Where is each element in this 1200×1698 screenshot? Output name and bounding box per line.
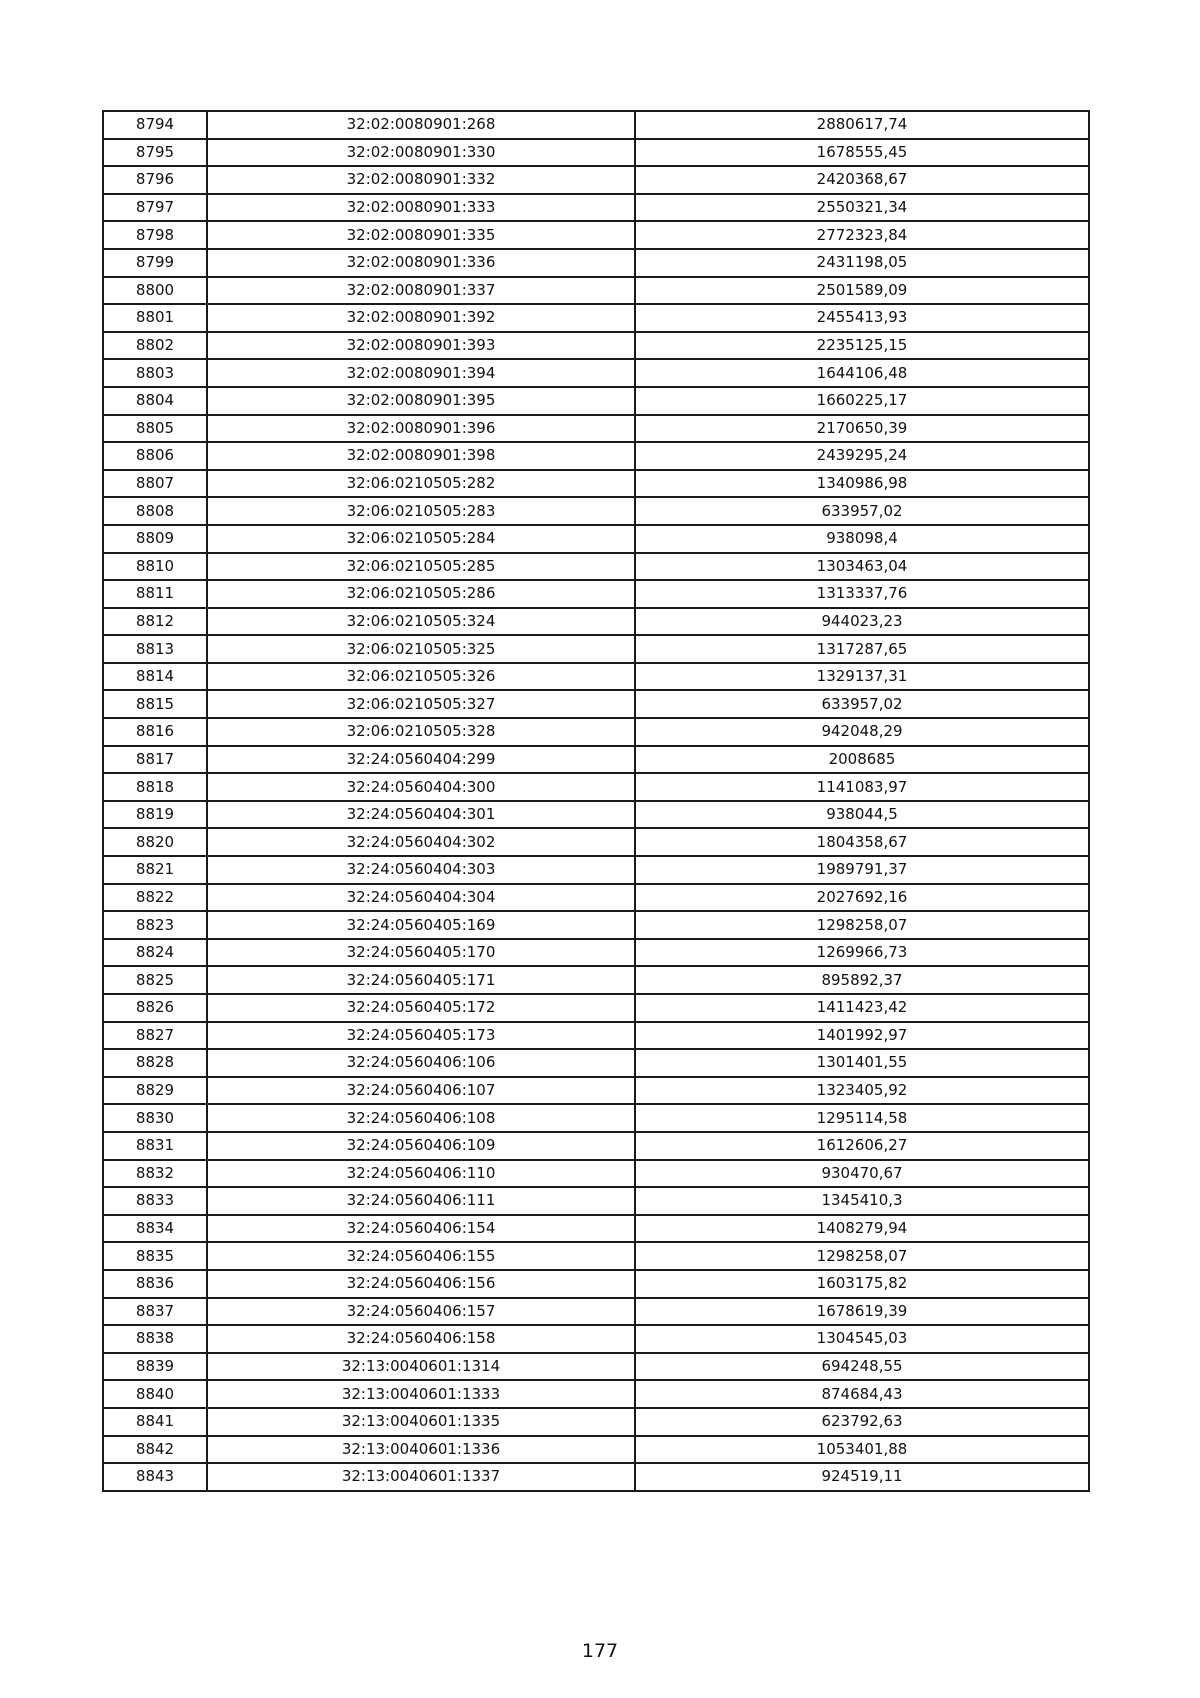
- row-number-cell: 8812: [103, 608, 207, 636]
- cadastral-number-cell: 32:24:0560405:169: [207, 911, 635, 939]
- cadastral-number-cell: 32:24:0560406:155: [207, 1242, 635, 1270]
- cadastral-value-cell: 924519,11: [635, 1463, 1089, 1491]
- table-row: [103, 139, 1089, 167]
- table-row: [103, 332, 1089, 360]
- table-row: [103, 1049, 1089, 1077]
- table-row: [103, 1325, 1089, 1353]
- cadastral-value-cell: 2431198,05: [635, 249, 1089, 277]
- cadastral-number-cell: 32:24:0560405:170: [207, 939, 635, 967]
- cadastral-number-cell: 32:13:0040601:1314: [207, 1353, 635, 1381]
- cadastral-value-cell: 1660225,17: [635, 387, 1089, 415]
- row-number-cell: 8824: [103, 939, 207, 967]
- cadastral-number-cell: 32:24:0560405:171: [207, 966, 635, 994]
- row-number-cell: 8811: [103, 580, 207, 608]
- cadastral-number-cell: 32:24:0560406:157: [207, 1298, 635, 1326]
- row-number-cell: 8828: [103, 1049, 207, 1077]
- cadastral-value-cell: 2439295,24: [635, 442, 1089, 470]
- table-row: [103, 1463, 1089, 1491]
- cadastral-number-cell: 32:24:0560406:110: [207, 1160, 635, 1188]
- table-row: [103, 608, 1089, 636]
- cadastral-value-cell: 874684,43: [635, 1380, 1089, 1408]
- row-number-cell: 8817: [103, 746, 207, 774]
- cadastral-number-cell: 32:24:0560404:300: [207, 773, 635, 801]
- cadastral-number-cell: 32:24:0560406:154: [207, 1215, 635, 1243]
- row-number-cell: 8820: [103, 828, 207, 856]
- row-number-cell: 8801: [103, 304, 207, 332]
- row-number-cell: 8794: [103, 111, 207, 139]
- table-body: [103, 111, 1089, 1491]
- row-number-cell: 8810: [103, 553, 207, 581]
- row-number-cell: 8814: [103, 663, 207, 691]
- cadastral-number-cell: 32:24:0560404:302: [207, 828, 635, 856]
- row-number-cell: 8806: [103, 442, 207, 470]
- table-row: [103, 111, 1089, 139]
- table-row: [103, 1215, 1089, 1243]
- row-number-cell: 8839: [103, 1353, 207, 1381]
- row-number-cell: 8840: [103, 1380, 207, 1408]
- row-number-cell: 8837: [103, 1298, 207, 1326]
- table-row: [103, 1270, 1089, 1298]
- cadastral-value-cell: 2027692,16: [635, 884, 1089, 912]
- table-row: [103, 994, 1089, 1022]
- table-row: [103, 1298, 1089, 1326]
- row-number-cell: 8796: [103, 166, 207, 194]
- cadastral-value-cell: 1304545,03: [635, 1325, 1089, 1353]
- row-number-cell: 8813: [103, 635, 207, 663]
- row-number-cell: 8809: [103, 525, 207, 553]
- table-row: [103, 746, 1089, 774]
- cadastral-value-cell: 1408279,94: [635, 1215, 1089, 1243]
- cadastral-number-cell: 32:02:0080901:337: [207, 277, 635, 305]
- row-number-cell: 8834: [103, 1215, 207, 1243]
- row-number-cell: 8822: [103, 884, 207, 912]
- cadastral-value-cell: 2455413,93: [635, 304, 1089, 332]
- cadastral-value-cell: 1804358,67: [635, 828, 1089, 856]
- cadastral-number-cell: 32:02:0080901:398: [207, 442, 635, 470]
- cadastral-value-cell: 942048,29: [635, 718, 1089, 746]
- row-number-cell: 8802: [103, 332, 207, 360]
- table-row: [103, 966, 1089, 994]
- cadastral-number-cell: 32:06:0210505:284: [207, 525, 635, 553]
- cadastral-value-cell: 2501589,09: [635, 277, 1089, 305]
- table-row: [103, 387, 1089, 415]
- row-number-cell: 8808: [103, 497, 207, 525]
- table-row: [103, 1132, 1089, 1160]
- cadastral-number-cell: 32:06:0210505:328: [207, 718, 635, 746]
- cadastral-number-cell: 32:24:0560405:172: [207, 994, 635, 1022]
- cadastral-number-cell: 32:24:0560404:301: [207, 801, 635, 829]
- table-row: [103, 1077, 1089, 1105]
- table-row: [103, 580, 1089, 608]
- cadastral-number-cell: 32:06:0210505:325: [207, 635, 635, 663]
- table-row: [103, 497, 1089, 525]
- cadastral-value-cell: 1411423,42: [635, 994, 1089, 1022]
- cadastral-value-cell: 2235125,15: [635, 332, 1089, 360]
- cadastral-value-cell: 2008685: [635, 746, 1089, 774]
- cadastral-number-cell: 32:13:0040601:1337: [207, 1463, 635, 1491]
- row-number-cell: 8816: [103, 718, 207, 746]
- table-row: [103, 277, 1089, 305]
- table-row: [103, 442, 1089, 470]
- row-number-cell: 8800: [103, 277, 207, 305]
- cadastral-number-cell: 32:02:0080901:336: [207, 249, 635, 277]
- row-number-cell: 8798: [103, 221, 207, 249]
- cadastral-number-cell: 32:24:0560406:156: [207, 1270, 635, 1298]
- table-row: [103, 1022, 1089, 1050]
- cadastral-number-cell: 32:24:0560406:106: [207, 1049, 635, 1077]
- cadastral-number-cell: 32:13:0040601:1336: [207, 1436, 635, 1464]
- cadastral-number-cell: 32:02:0080901:335: [207, 221, 635, 249]
- row-number-cell: 8829: [103, 1077, 207, 1105]
- row-number-cell: 8830: [103, 1104, 207, 1132]
- cadastral-number-cell: 32:06:0210505:326: [207, 663, 635, 691]
- row-number-cell: 8819: [103, 801, 207, 829]
- row-number-cell: 8818: [103, 773, 207, 801]
- cadastral-value-cell: 1301401,55: [635, 1049, 1089, 1077]
- cadastral-value-cell: 633957,02: [635, 690, 1089, 718]
- cadastral-value-cell: 623792,63: [635, 1408, 1089, 1436]
- cadastral-number-cell: 32:13:0040601:1333: [207, 1380, 635, 1408]
- table-row: [103, 415, 1089, 443]
- cadastral-value-cell: 944023,23: [635, 608, 1089, 636]
- row-number-cell: 8799: [103, 249, 207, 277]
- row-number-cell: 8842: [103, 1436, 207, 1464]
- cadastral-number-cell: 32:24:0560406:107: [207, 1077, 635, 1105]
- cadastral-value-cell: 1141083,97: [635, 773, 1089, 801]
- table-row: [103, 1187, 1089, 1215]
- page-number: 177: [581, 1640, 619, 1662]
- row-number-cell: 8815: [103, 690, 207, 718]
- row-number-cell: 8836: [103, 1270, 207, 1298]
- cadastral-number-cell: 32:06:0210505:282: [207, 470, 635, 498]
- cadastral-value-cell: 2550321,34: [635, 194, 1089, 222]
- table-row: [103, 828, 1089, 856]
- row-number-cell: 8823: [103, 911, 207, 939]
- cadastral-number-cell: 32:24:0560406:108: [207, 1104, 635, 1132]
- table-row: [103, 1160, 1089, 1188]
- cadastral-value-cell: 938098,4: [635, 525, 1089, 553]
- cadastral-value-cell: 1269966,73: [635, 939, 1089, 967]
- cadastral-value-cell: 2880617,74: [635, 111, 1089, 139]
- cadastral-number-cell: 32:02:0080901:394: [207, 359, 635, 387]
- cadastral-value-cell: 2170650,39: [635, 415, 1089, 443]
- cadastral-number-cell: 32:13:0040601:1335: [207, 1408, 635, 1436]
- row-number-cell: 8832: [103, 1160, 207, 1188]
- cadastral-value-cell: 1298258,07: [635, 911, 1089, 939]
- cadastral-value-cell: 1329137,31: [635, 663, 1089, 691]
- table-row: [103, 1104, 1089, 1132]
- row-number-cell: 8841: [103, 1408, 207, 1436]
- cadastral-value-table: [102, 110, 1090, 1492]
- table-row: [103, 1380, 1089, 1408]
- cadastral-value-cell: 1053401,88: [635, 1436, 1089, 1464]
- cadastral-value-cell: 2772323,84: [635, 221, 1089, 249]
- cadastral-number-cell: 32:02:0080901:396: [207, 415, 635, 443]
- cadastral-number-cell: 32:06:0210505:286: [207, 580, 635, 608]
- cadastral-number-cell: 32:02:0080901:330: [207, 139, 635, 167]
- row-number-cell: 8803: [103, 359, 207, 387]
- cadastral-value-cell: 1295114,58: [635, 1104, 1089, 1132]
- table-row: [103, 939, 1089, 967]
- cadastral-number-cell: 32:24:0560406:111: [207, 1187, 635, 1215]
- row-number-cell: 8831: [103, 1132, 207, 1160]
- row-number-cell: 8821: [103, 856, 207, 884]
- table-row: [103, 1353, 1089, 1381]
- table-row: [103, 884, 1089, 912]
- cadastral-value-cell: 1644106,48: [635, 359, 1089, 387]
- table-row: [103, 359, 1089, 387]
- cadastral-value-cell: 633957,02: [635, 497, 1089, 525]
- cadastral-number-cell: 32:02:0080901:392: [207, 304, 635, 332]
- table-row: [103, 718, 1089, 746]
- cadastral-value-cell: 2420368,67: [635, 166, 1089, 194]
- cadastral-number-cell: 32:02:0080901:393: [207, 332, 635, 360]
- row-number-cell: 8838: [103, 1325, 207, 1353]
- table-row: [103, 663, 1089, 691]
- row-number-cell: 8804: [103, 387, 207, 415]
- cadastral-value-cell: 895892,37: [635, 966, 1089, 994]
- cadastral-value-cell: 1401992,97: [635, 1022, 1089, 1050]
- cadastral-value-cell: 930470,67: [635, 1160, 1089, 1188]
- cadastral-number-cell: 32:02:0080901:332: [207, 166, 635, 194]
- cadastral-value-cell: 694248,55: [635, 1353, 1089, 1381]
- cadastral-value-cell: 1340986,98: [635, 470, 1089, 498]
- table-row: [103, 194, 1089, 222]
- cadastral-number-cell: 32:02:0080901:333: [207, 194, 635, 222]
- row-number-cell: 8835: [103, 1242, 207, 1270]
- cadastral-number-cell: 32:06:0210505:283: [207, 497, 635, 525]
- table-row: [103, 1242, 1089, 1270]
- cadastral-value-cell: 1317287,65: [635, 635, 1089, 663]
- cadastral-value-cell: 1323405,92: [635, 1077, 1089, 1105]
- table-row: [103, 773, 1089, 801]
- cadastral-value-cell: 1298258,07: [635, 1242, 1089, 1270]
- cadastral-value-cell: 1612606,27: [635, 1132, 1089, 1160]
- row-number-cell: 8795: [103, 139, 207, 167]
- cadastral-number-cell: 32:24:0560404:303: [207, 856, 635, 884]
- cadastral-number-cell: 32:02:0080901:268: [207, 111, 635, 139]
- table-row: [103, 166, 1089, 194]
- cadastral-number-cell: 32:06:0210505:285: [207, 553, 635, 581]
- table-row: [103, 525, 1089, 553]
- row-number-cell: 8827: [103, 1022, 207, 1050]
- table-row: [103, 1436, 1089, 1464]
- table-row: [103, 690, 1089, 718]
- row-number-cell: 8797: [103, 194, 207, 222]
- row-number-cell: 8805: [103, 415, 207, 443]
- cadastral-value-cell: 1603175,82: [635, 1270, 1089, 1298]
- cadastral-value-cell: 1989791,37: [635, 856, 1089, 884]
- table-row: [103, 856, 1089, 884]
- row-number-cell: 8807: [103, 470, 207, 498]
- table-row: [103, 911, 1089, 939]
- cadastral-number-cell: 32:24:0560404:304: [207, 884, 635, 912]
- table-row: [103, 221, 1089, 249]
- row-number-cell: 8843: [103, 1463, 207, 1491]
- table-row: [103, 801, 1089, 829]
- table-row: [103, 249, 1089, 277]
- row-number-cell: 8825: [103, 966, 207, 994]
- cadastral-value-cell: 1678555,45: [635, 139, 1089, 167]
- cadastral-value-cell: 1313337,76: [635, 580, 1089, 608]
- cadastral-value-cell: 1345410,3: [635, 1187, 1089, 1215]
- row-number-cell: 8833: [103, 1187, 207, 1215]
- row-number-cell: 8826: [103, 994, 207, 1022]
- cadastral-value-cell: 938044,5: [635, 801, 1089, 829]
- table-row: [103, 470, 1089, 498]
- table-row: [103, 553, 1089, 581]
- table-row: [103, 635, 1089, 663]
- cadastral-number-cell: 32:24:0560404:299: [207, 746, 635, 774]
- cadastral-number-cell: 32:06:0210505:324: [207, 608, 635, 636]
- cadastral-number-cell: 32:24:0560405:173: [207, 1022, 635, 1050]
- cadastral-number-cell: 32:06:0210505:327: [207, 690, 635, 718]
- cadastral-number-cell: 32:02:0080901:395: [207, 387, 635, 415]
- cadastral-number-cell: 32:24:0560406:109: [207, 1132, 635, 1160]
- cadastral-value-cell: 1678619,39: [635, 1298, 1089, 1326]
- table-row: [103, 1408, 1089, 1436]
- table-row: [103, 304, 1089, 332]
- cadastral-number-cell: 32:24:0560406:158: [207, 1325, 635, 1353]
- cadastral-value-cell: 1303463,04: [635, 553, 1089, 581]
